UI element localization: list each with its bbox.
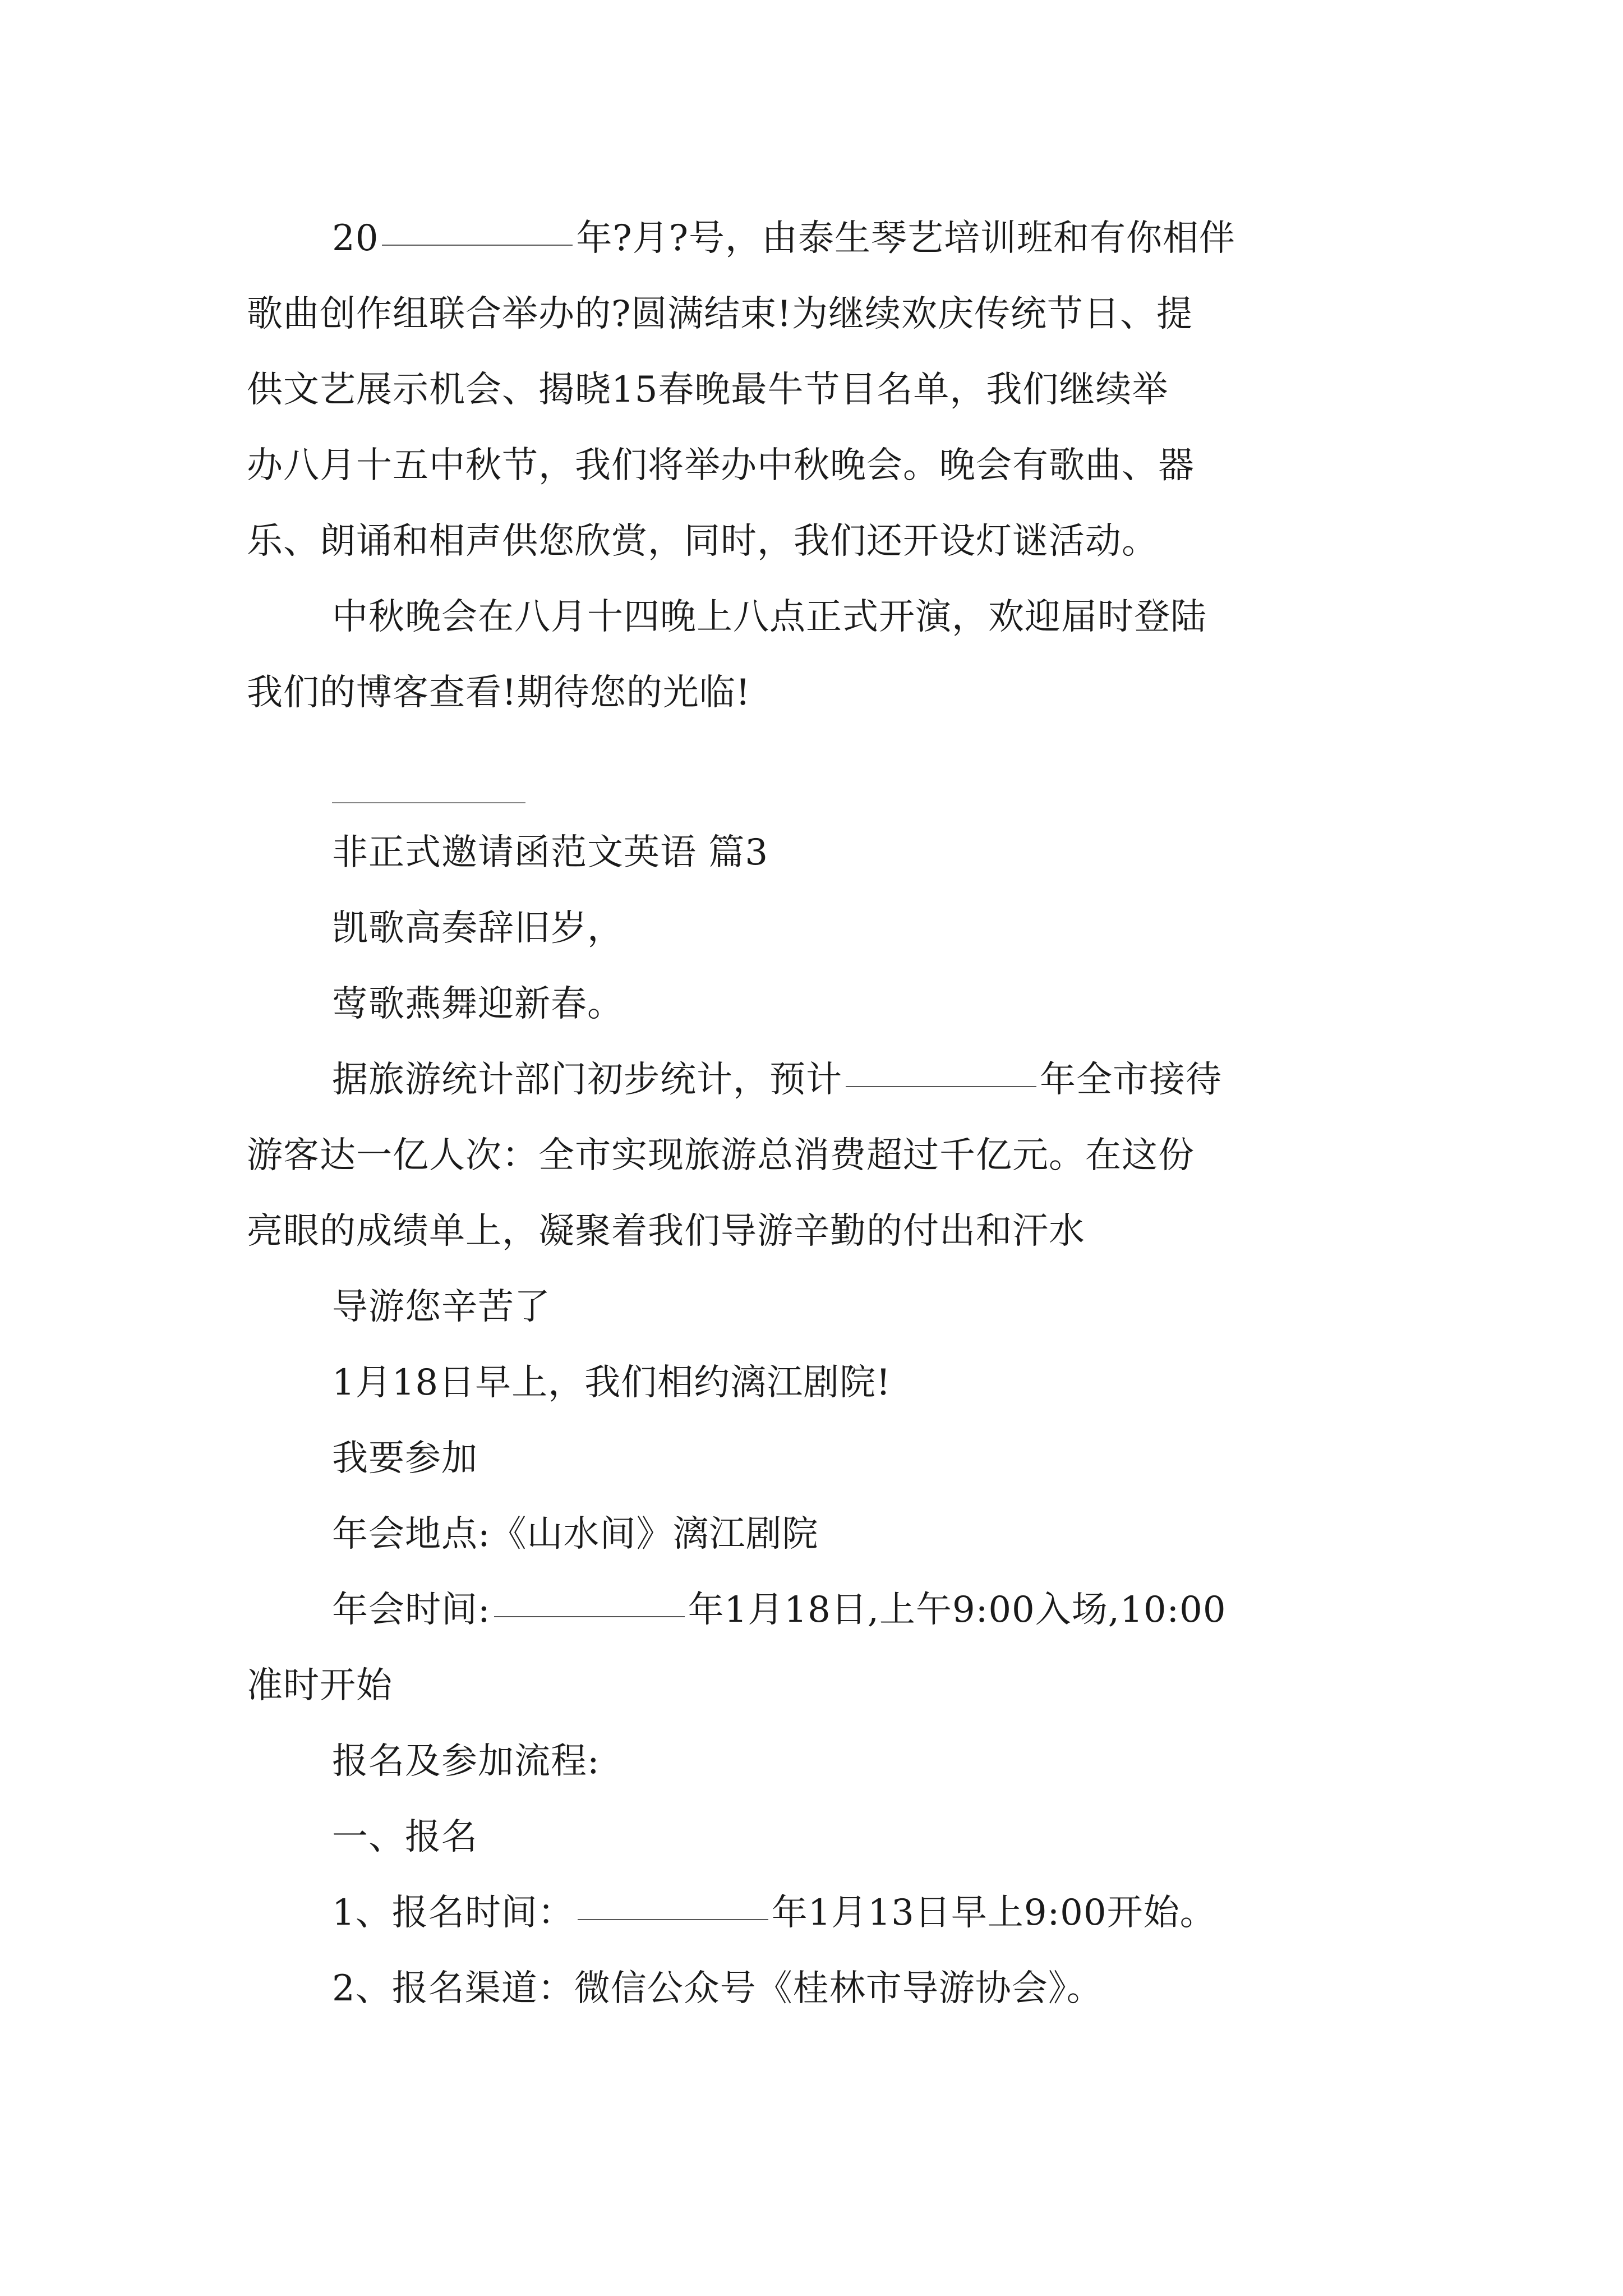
section-title: 非正式邀请函范文英语 篇3 [332, 832, 769, 873]
para3-line1-prefix: 据旅游统计部门初步统计，预计 [332, 1059, 842, 1101]
step1-title: 一、报名 [332, 1816, 478, 1858]
year-blank [846, 1084, 1036, 1087]
thanks-line: 导游您辛苦了 [332, 1286, 551, 1328]
para2-line2: 我们的博客查看!期待您的光临! [247, 672, 751, 714]
time-line2: 准时开始 [247, 1665, 393, 1706]
para3-line2: 游客达一亿人次：全市实现旅游总消费超过千亿元。在这份 [247, 1135, 1195, 1176]
year-blank [494, 1614, 685, 1617]
para3-line1-suffix: 年全市接待 [1040, 1059, 1222, 1101]
para3-line3: 亮眼的成绩单上，凝聚着我们导游辛勤的付出和汗水 [247, 1211, 1085, 1252]
couplet-line1: 凯歌高奏辞旧岁， [332, 908, 624, 949]
para1-year-prefix: 20 [332, 218, 379, 259]
year-blank [578, 1917, 768, 1920]
time-suffix: 年1月18日,上午9:00入场,10:00 [688, 1589, 1227, 1631]
para1-line3: 供文艺展示机会、揭晓15春晚最牛节目名单，我们继续举 [247, 369, 1169, 411]
time-prefix: 年会时间: [332, 1589, 491, 1631]
para1-line4: 办八月十五中秋节，我们将举办中秋晚会。晚会有歌曲、器 [247, 445, 1195, 486]
venue-line: 年会地点:《山水间》漓江剧院 [332, 1513, 819, 1555]
item1-suffix: 年1月13日早上9:00开始。 [771, 1892, 1216, 1934]
item2-line: 2、报名渠道：微信公众号《桂林市导游协会》。 [332, 1968, 1103, 2009]
time-line1 [332, 1588, 1227, 1632]
join-line: 我要参加 [332, 1438, 478, 1479]
meet-line: 1月18日早上，我们相约漓江剧院! [332, 1362, 891, 1404]
para1-line1 [332, 216, 1235, 261]
couplet-line2: 莺歌燕舞迎新春。 [332, 983, 624, 1025]
section-divider [332, 802, 525, 803]
year-blank [382, 242, 573, 246]
item1-prefix: 1、报名时间： [332, 1892, 574, 1934]
para1-line2: 歌曲创作组联合举办的?圆满结束!为继续欢庆传统节日、提 [247, 293, 1193, 335]
para2-line1: 中秋晚会在八月十四晚上八点正式开演，欢迎届时登陆 [332, 596, 1207, 638]
para3-line1 [332, 1057, 1222, 1102]
para1-line5: 乐、朗诵和相声供您欣赏，同时，我们还开设灯谜活动。 [247, 521, 1158, 562]
item1-line [332, 1890, 1216, 1935]
para1-line1-text: 年?月?号，由泰生琴艺培训班和有你相伴 [576, 218, 1236, 259]
process-title: 报名及参加流程: [332, 1741, 600, 1782]
